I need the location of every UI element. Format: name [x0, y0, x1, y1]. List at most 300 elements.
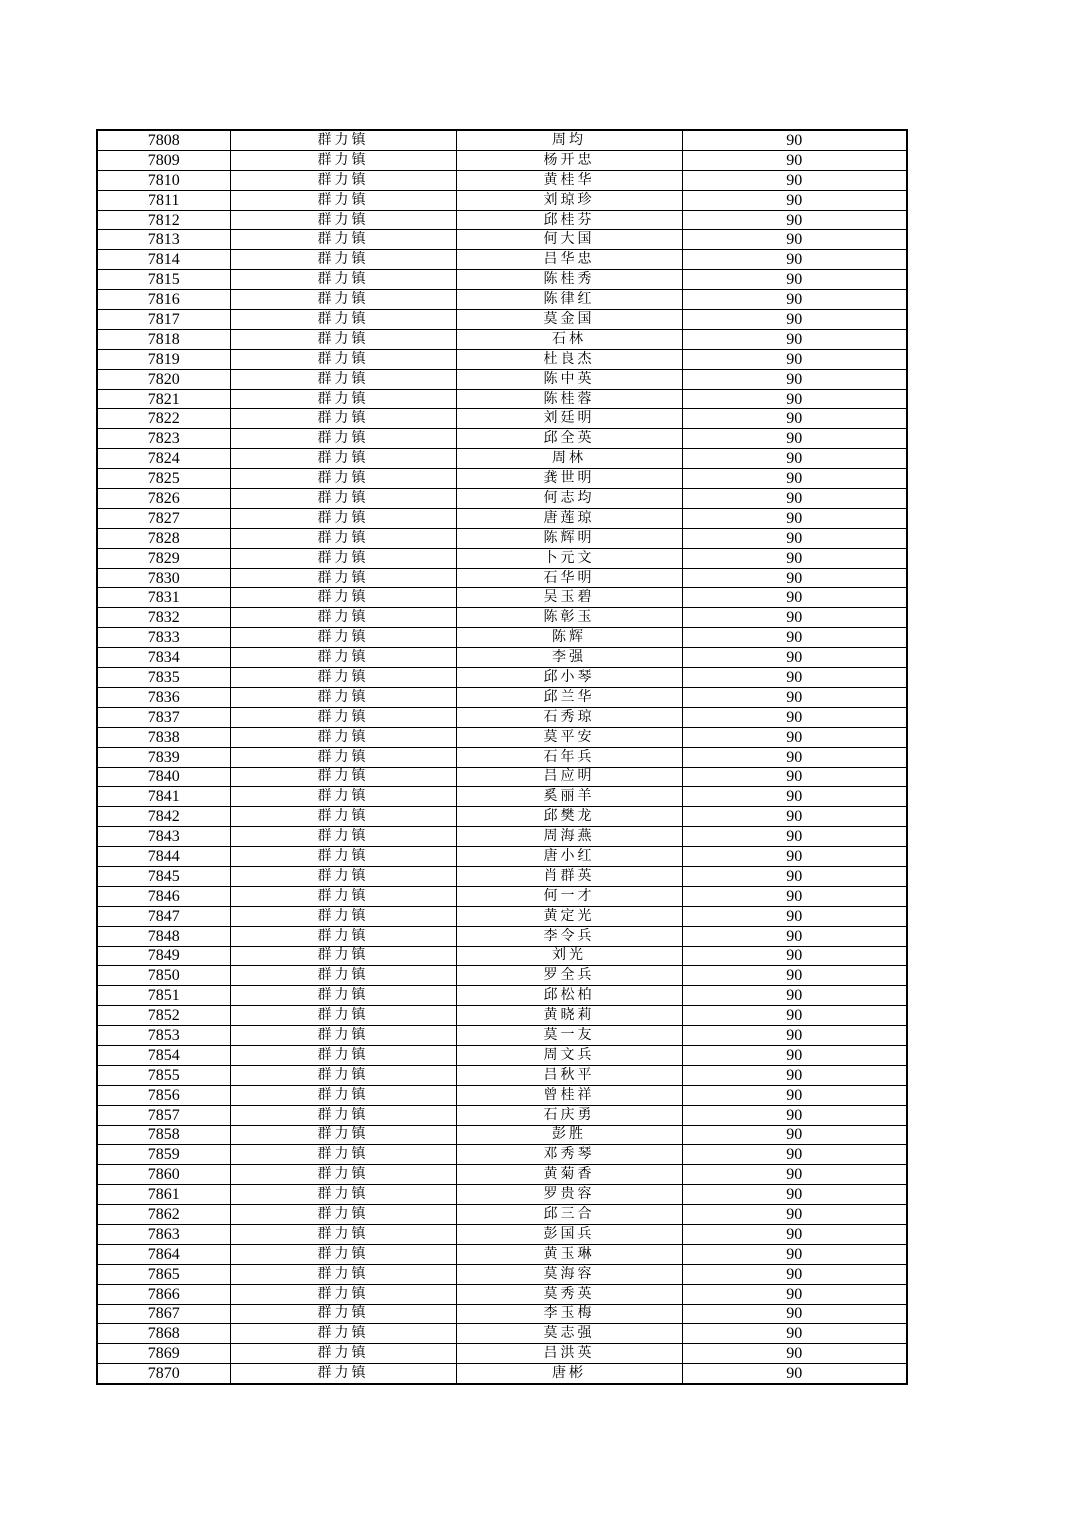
table-row	[97, 170, 907, 190]
town-cell: 群力镇	[230, 906, 456, 926]
name-cell: 周文兵	[456, 1045, 682, 1065]
serial-number-cell: 7846	[97, 886, 230, 906]
name-cell: 陈桂蓉	[456, 389, 682, 409]
town-cell: 群力镇	[230, 1105, 456, 1125]
amount-cell: 90	[682, 369, 907, 389]
town-cell: 群力镇	[230, 290, 456, 310]
table-row	[97, 1006, 907, 1026]
amount-cell: 90	[682, 1026, 907, 1046]
table-row	[97, 886, 907, 906]
name-cell: 周林	[456, 449, 682, 469]
amount-cell: 90	[682, 1185, 907, 1205]
name-cell: 唐小红	[456, 847, 682, 867]
serial-number-cell: 7818	[97, 329, 230, 349]
serial-number-cell: 7841	[97, 787, 230, 807]
table-row	[97, 1145, 907, 1165]
name-cell: 刘廷明	[456, 409, 682, 429]
amount-cell: 90	[682, 230, 907, 250]
table-row	[97, 349, 907, 369]
serial-number-cell: 7859	[97, 1145, 230, 1165]
name-cell: 何大国	[456, 230, 682, 250]
table-row	[97, 250, 907, 270]
amount-cell: 90	[682, 190, 907, 210]
table-row	[97, 190, 907, 210]
table-row	[97, 827, 907, 847]
table-row	[97, 1304, 907, 1324]
amount-cell: 90	[682, 906, 907, 926]
table-row	[97, 369, 907, 389]
name-cell: 吴玉碧	[456, 588, 682, 608]
table-row	[97, 966, 907, 986]
town-cell: 群力镇	[230, 528, 456, 548]
amount-cell: 90	[682, 1006, 907, 1026]
amount-cell: 90	[682, 866, 907, 886]
name-cell: 吕秋平	[456, 1065, 682, 1085]
serial-number-cell: 7837	[97, 707, 230, 727]
serial-number-cell: 7832	[97, 608, 230, 628]
name-cell: 陈彰玉	[456, 608, 682, 628]
name-cell: 唐莲琼	[456, 508, 682, 528]
amount-cell: 90	[682, 668, 907, 688]
table-row	[97, 1026, 907, 1046]
name-cell: 黄晓莉	[456, 1006, 682, 1026]
town-cell: 群力镇	[230, 1006, 456, 1026]
table-row	[97, 1364, 907, 1384]
table-row	[97, 866, 907, 886]
table-row	[97, 1224, 907, 1244]
name-cell: 莫秀英	[456, 1284, 682, 1304]
table-row	[97, 548, 907, 568]
town-cell: 群力镇	[230, 130, 456, 150]
amount-cell: 90	[682, 310, 907, 330]
amount-cell: 90	[682, 886, 907, 906]
serial-number-cell: 7845	[97, 866, 230, 886]
table-row	[97, 508, 907, 528]
name-cell: 黄桂华	[456, 170, 682, 190]
serial-number-cell: 7839	[97, 747, 230, 767]
town-cell: 群力镇	[230, 986, 456, 1006]
town-cell: 群力镇	[230, 449, 456, 469]
town-cell: 群力镇	[230, 150, 456, 170]
amount-cell: 90	[682, 1205, 907, 1225]
amount-cell: 90	[682, 389, 907, 409]
name-cell: 李强	[456, 648, 682, 668]
town-cell: 群力镇	[230, 469, 456, 489]
serial-number-cell: 7848	[97, 926, 230, 946]
town-cell: 群力镇	[230, 668, 456, 688]
town-cell: 群力镇	[230, 1185, 456, 1205]
town-cell: 群力镇	[230, 727, 456, 747]
amount-cell: 90	[682, 429, 907, 449]
table-row	[97, 528, 907, 548]
town-cell: 群力镇	[230, 270, 456, 290]
amount-cell: 90	[682, 409, 907, 429]
name-cell: 刘光	[456, 946, 682, 966]
table-row	[97, 926, 907, 946]
name-cell: 卜元文	[456, 548, 682, 568]
amount-cell: 90	[682, 986, 907, 1006]
town-cell: 群力镇	[230, 1284, 456, 1304]
town-cell: 群力镇	[230, 747, 456, 767]
table-row	[97, 329, 907, 349]
table-row	[97, 449, 907, 469]
town-cell: 群力镇	[230, 429, 456, 449]
amount-cell: 90	[682, 250, 907, 270]
table-row	[97, 767, 907, 787]
amount-cell: 90	[682, 469, 907, 489]
serial-number-cell: 7835	[97, 668, 230, 688]
serial-number-cell: 7870	[97, 1364, 230, 1384]
amount-cell: 90	[682, 489, 907, 509]
name-cell: 陈辉明	[456, 528, 682, 548]
name-cell: 黄玉琳	[456, 1244, 682, 1264]
serial-number-cell: 7868	[97, 1324, 230, 1344]
name-cell: 吕洪英	[456, 1344, 682, 1364]
amount-cell: 90	[682, 1344, 907, 1364]
name-cell: 莫金国	[456, 310, 682, 330]
serial-number-cell: 7863	[97, 1224, 230, 1244]
amount-cell: 90	[682, 1085, 907, 1105]
amount-cell: 90	[682, 1145, 907, 1165]
table-row	[97, 290, 907, 310]
town-cell: 群力镇	[230, 1026, 456, 1046]
town-cell: 群力镇	[230, 628, 456, 648]
serial-number-cell: 7834	[97, 648, 230, 668]
serial-number-cell: 7861	[97, 1185, 230, 1205]
amount-cell: 90	[682, 827, 907, 847]
town-cell: 群力镇	[230, 1264, 456, 1284]
name-cell: 邱松柏	[456, 986, 682, 1006]
town-cell: 群力镇	[230, 1304, 456, 1324]
table-row	[97, 1125, 907, 1145]
amount-cell: 90	[682, 150, 907, 170]
serial-number-cell: 7865	[97, 1264, 230, 1284]
table-row	[97, 409, 907, 429]
serial-number-cell: 7869	[97, 1344, 230, 1364]
name-cell: 刘琼珍	[456, 190, 682, 210]
table-row	[97, 906, 907, 926]
name-cell: 周均	[456, 130, 682, 150]
amount-cell: 90	[682, 1125, 907, 1145]
town-cell: 群力镇	[230, 687, 456, 707]
serial-number-cell: 7819	[97, 349, 230, 369]
town-cell: 群力镇	[230, 1224, 456, 1244]
amount-cell: 90	[682, 1105, 907, 1125]
table-row	[97, 986, 907, 1006]
amount-cell: 90	[682, 1284, 907, 1304]
amount-cell: 90	[682, 1264, 907, 1284]
amount-cell: 90	[682, 608, 907, 628]
amount-cell: 90	[682, 747, 907, 767]
town-cell: 群力镇	[230, 707, 456, 727]
town-cell: 群力镇	[230, 489, 456, 509]
name-cell: 吕应明	[456, 767, 682, 787]
amount-cell: 90	[682, 628, 907, 648]
table-row	[97, 807, 907, 827]
table-row	[97, 946, 907, 966]
town-cell: 群力镇	[230, 409, 456, 429]
town-cell: 群力镇	[230, 329, 456, 349]
table-row	[97, 489, 907, 509]
table-row	[97, 687, 907, 707]
serial-number-cell: 7844	[97, 847, 230, 867]
serial-number-cell: 7822	[97, 409, 230, 429]
serial-number-cell: 7842	[97, 807, 230, 827]
table-row	[97, 429, 907, 449]
serial-number-cell: 7851	[97, 986, 230, 1006]
amount-cell: 90	[682, 727, 907, 747]
town-cell: 群力镇	[230, 807, 456, 827]
serial-number-cell: 7821	[97, 389, 230, 409]
name-cell: 邱兰华	[456, 687, 682, 707]
name-cell: 石华明	[456, 568, 682, 588]
table-row	[97, 310, 907, 330]
table-row	[97, 727, 907, 747]
serial-number-cell: 7836	[97, 687, 230, 707]
amount-cell: 90	[682, 329, 907, 349]
name-cell: 肖群英	[456, 866, 682, 886]
town-cell: 群力镇	[230, 886, 456, 906]
table-row	[97, 1045, 907, 1065]
table-row	[97, 608, 907, 628]
serial-number-cell: 7855	[97, 1065, 230, 1085]
table-row	[97, 210, 907, 230]
name-cell: 唐彬	[456, 1364, 682, 1384]
serial-number-cell: 7816	[97, 290, 230, 310]
name-cell: 黄菊香	[456, 1165, 682, 1185]
serial-number-cell: 7831	[97, 588, 230, 608]
serial-number-cell: 7853	[97, 1026, 230, 1046]
serial-number-cell: 7864	[97, 1244, 230, 1264]
amount-cell: 90	[682, 548, 907, 568]
name-cell: 何一才	[456, 886, 682, 906]
amount-cell: 90	[682, 588, 907, 608]
name-cell: 石秀琼	[456, 707, 682, 727]
town-cell: 群力镇	[230, 1085, 456, 1105]
town-cell: 群力镇	[230, 310, 456, 330]
serial-number-cell: 7856	[97, 1085, 230, 1105]
name-cell: 杨开忠	[456, 150, 682, 170]
name-cell: 邱全英	[456, 429, 682, 449]
town-cell: 群力镇	[230, 190, 456, 210]
town-cell: 群力镇	[230, 508, 456, 528]
name-cell: 邓秀琴	[456, 1145, 682, 1165]
table-row	[97, 648, 907, 668]
town-cell: 群力镇	[230, 230, 456, 250]
table-row	[97, 230, 907, 250]
serial-number-cell: 7857	[97, 1105, 230, 1125]
serial-number-cell: 7847	[97, 906, 230, 926]
amount-cell: 90	[682, 787, 907, 807]
amount-cell: 90	[682, 130, 907, 150]
amount-cell: 90	[682, 1304, 907, 1324]
serial-number-cell: 7828	[97, 528, 230, 548]
town-cell: 群力镇	[230, 966, 456, 986]
amount-cell: 90	[682, 508, 907, 528]
amount-cell: 90	[682, 966, 907, 986]
town-cell: 群力镇	[230, 866, 456, 886]
table-row	[97, 1105, 907, 1125]
town-cell: 群力镇	[230, 787, 456, 807]
serial-number-cell: 7824	[97, 449, 230, 469]
town-cell: 群力镇	[230, 1165, 456, 1185]
name-cell: 邱樊龙	[456, 807, 682, 827]
amount-cell: 90	[682, 449, 907, 469]
serial-number-cell: 7866	[97, 1284, 230, 1304]
table-row	[97, 469, 907, 489]
town-cell: 群力镇	[230, 568, 456, 588]
amount-cell: 90	[682, 648, 907, 668]
name-cell: 石庆勇	[456, 1105, 682, 1125]
amount-cell: 90	[682, 170, 907, 190]
serial-number-cell: 7852	[97, 1006, 230, 1026]
name-cell: 石年兵	[456, 747, 682, 767]
amount-cell: 90	[682, 707, 907, 727]
town-cell: 群力镇	[230, 608, 456, 628]
town-cell: 群力镇	[230, 926, 456, 946]
name-cell: 彭国兵	[456, 1224, 682, 1244]
serial-number-cell: 7833	[97, 628, 230, 648]
amount-cell: 90	[682, 290, 907, 310]
serial-number-cell: 7820	[97, 369, 230, 389]
name-cell: 莫平安	[456, 727, 682, 747]
name-cell: 陈辉	[456, 628, 682, 648]
serial-number-cell: 7849	[97, 946, 230, 966]
table-row	[97, 389, 907, 409]
name-cell: 龚世明	[456, 469, 682, 489]
table-row	[97, 847, 907, 867]
amount-cell: 90	[682, 270, 907, 290]
table-row	[97, 1085, 907, 1105]
name-cell: 曾桂祥	[456, 1085, 682, 1105]
town-cell: 群力镇	[230, 389, 456, 409]
town-cell: 群力镇	[230, 210, 456, 230]
serial-number-cell: 7843	[97, 827, 230, 847]
amount-cell: 90	[682, 946, 907, 966]
town-cell: 群力镇	[230, 767, 456, 787]
amount-cell: 90	[682, 349, 907, 369]
serial-number-cell: 7817	[97, 310, 230, 330]
name-cell: 陈中英	[456, 369, 682, 389]
town-cell: 群力镇	[230, 548, 456, 568]
town-cell: 群力镇	[230, 847, 456, 867]
table-row	[97, 270, 907, 290]
name-cell: 石林	[456, 329, 682, 349]
serial-number-cell: 7840	[97, 767, 230, 787]
serial-number-cell: 7823	[97, 429, 230, 449]
name-cell: 莫一友	[456, 1026, 682, 1046]
serial-number-cell: 7811	[97, 190, 230, 210]
town-cell: 群力镇	[230, 170, 456, 190]
serial-number-cell: 7829	[97, 548, 230, 568]
amount-cell: 90	[682, 568, 907, 588]
name-cell: 陈律红	[456, 290, 682, 310]
town-cell: 群力镇	[230, 1065, 456, 1085]
town-cell: 群力镇	[230, 369, 456, 389]
serial-number-cell: 7854	[97, 1045, 230, 1065]
table-body	[97, 130, 907, 1384]
town-cell: 群力镇	[230, 648, 456, 668]
serial-number-cell: 7812	[97, 210, 230, 230]
table-row	[97, 668, 907, 688]
town-cell: 群力镇	[230, 1364, 456, 1384]
town-cell: 群力镇	[230, 1045, 456, 1065]
serial-number-cell: 7858	[97, 1125, 230, 1145]
name-cell: 莫海容	[456, 1264, 682, 1284]
table-row	[97, 150, 907, 170]
name-cell: 莫志强	[456, 1324, 682, 1344]
town-cell: 群力镇	[230, 349, 456, 369]
serial-number-cell: 7814	[97, 250, 230, 270]
name-cell: 李玉梅	[456, 1304, 682, 1324]
amount-cell: 90	[682, 1224, 907, 1244]
town-cell: 群力镇	[230, 827, 456, 847]
table-row	[97, 588, 907, 608]
table-row	[97, 568, 907, 588]
table-row	[97, 1264, 907, 1284]
amount-cell: 90	[682, 1364, 907, 1384]
serial-number-cell: 7850	[97, 966, 230, 986]
name-cell: 邱桂芬	[456, 210, 682, 230]
name-cell: 邱三合	[456, 1205, 682, 1225]
table-row	[97, 1185, 907, 1205]
amount-cell: 90	[682, 926, 907, 946]
name-cell: 周海燕	[456, 827, 682, 847]
serial-number-cell: 7830	[97, 568, 230, 588]
table-row	[97, 1244, 907, 1264]
data-table	[96, 129, 908, 1385]
name-cell: 吕华忠	[456, 250, 682, 270]
town-cell: 群力镇	[230, 1244, 456, 1264]
name-cell: 罗全兵	[456, 966, 682, 986]
amount-cell: 90	[682, 1165, 907, 1185]
name-cell: 杜良杰	[456, 349, 682, 369]
table-row	[97, 707, 907, 727]
serial-number-cell: 7826	[97, 489, 230, 509]
amount-cell: 90	[682, 807, 907, 827]
amount-cell: 90	[682, 528, 907, 548]
serial-number-cell: 7838	[97, 727, 230, 747]
town-cell: 群力镇	[230, 1125, 456, 1145]
town-cell: 群力镇	[230, 1205, 456, 1225]
amount-cell: 90	[682, 1045, 907, 1065]
name-cell: 李令兵	[456, 926, 682, 946]
serial-number-cell: 7808	[97, 130, 230, 150]
table-row	[97, 130, 907, 150]
name-cell: 奚丽羊	[456, 787, 682, 807]
table-row	[97, 1165, 907, 1185]
amount-cell: 90	[682, 210, 907, 230]
serial-number-cell: 7809	[97, 150, 230, 170]
town-cell: 群力镇	[230, 1344, 456, 1364]
serial-number-cell: 7827	[97, 508, 230, 528]
amount-cell: 90	[682, 1324, 907, 1344]
serial-number-cell: 7813	[97, 230, 230, 250]
table-row	[97, 747, 907, 767]
serial-number-cell: 7862	[97, 1205, 230, 1225]
serial-number-cell: 7860	[97, 1165, 230, 1185]
name-cell: 何志均	[456, 489, 682, 509]
town-cell: 群力镇	[230, 946, 456, 966]
table-row	[97, 1324, 907, 1344]
amount-cell: 90	[682, 687, 907, 707]
name-cell: 邱小琴	[456, 668, 682, 688]
table-row	[97, 1344, 907, 1364]
serial-number-cell: 7825	[97, 469, 230, 489]
amount-cell: 90	[682, 1065, 907, 1085]
amount-cell: 90	[682, 1244, 907, 1264]
table-row	[97, 1065, 907, 1085]
